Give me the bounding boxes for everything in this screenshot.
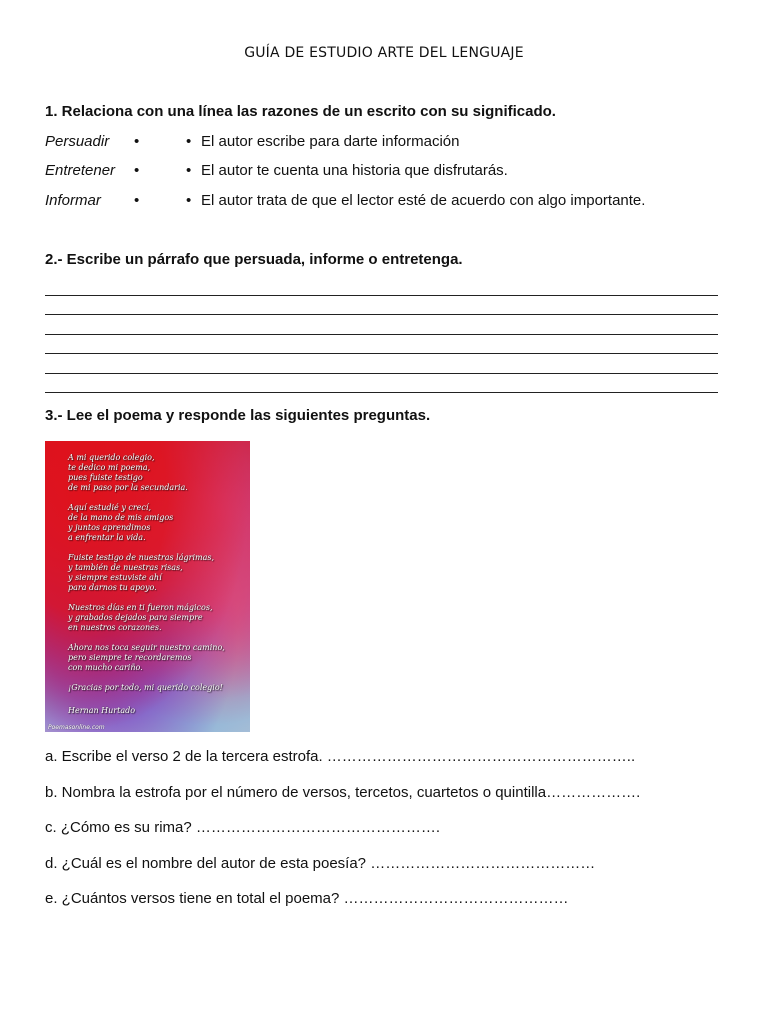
writing-line[interactable] xyxy=(45,295,718,296)
poem-stanza xyxy=(68,453,246,493)
page-title: GUÍA DE ESTUDIO ARTE DEL LENGUAJE xyxy=(244,45,524,61)
match-dot-right[interactable]: • xyxy=(186,192,192,209)
question-d[interactable]: d. ¿Cuál es el nombre del autor de esta poesía? ……………………………………… xyxy=(45,855,596,872)
match-row xyxy=(45,192,725,212)
match-term: Entretener xyxy=(45,162,116,179)
poem-text xyxy=(68,453,246,703)
match-dot-left[interactable]: • xyxy=(134,162,140,179)
match-meaning: El autor trata de que el lector esté de acuerdo con algo importante. xyxy=(201,192,646,209)
poem-verse: pero siempre te recordaremos xyxy=(68,653,192,662)
match-row xyxy=(45,162,725,182)
poem-verse: Ahora nos toca seguir nuestro camino, xyxy=(68,643,225,652)
poem-verse: de la mano de mis amigos xyxy=(68,513,174,522)
match-meaning: El autor escribe para darte información xyxy=(201,133,460,150)
poem-verse: Fuiste testigo de nuestras lágrimas, xyxy=(68,553,215,562)
question-c[interactable]: c. ¿Cómo es su rima? …………………………………………. xyxy=(45,819,441,836)
question-e[interactable]: e. ¿Cuántos versos tiene en total el poema? ……………………………………… xyxy=(45,890,569,907)
poem-verse: Aquí estudié y crecí, xyxy=(68,503,151,512)
match-dot-left[interactable]: • xyxy=(134,133,140,150)
poem-verse: y siempre estuviste ahí xyxy=(68,573,162,582)
poem-verse: de mi paso por la secundaria. xyxy=(68,483,188,492)
question-3-heading: 3.- Lee el poema y responde las siguientes preguntas. xyxy=(45,407,431,424)
question-2-heading: 2.- Escribe un párrafo que persuada, informe o entretenga. xyxy=(45,251,463,268)
writing-line[interactable] xyxy=(45,353,718,354)
match-term: Informar xyxy=(45,192,101,209)
poem-verse: ¡Gracias por todo, mi querido colegio! xyxy=(68,683,223,692)
poem-verse: en nuestros corazones. xyxy=(68,623,162,632)
poem-verse: para darnos tu apoyo. xyxy=(68,583,157,592)
poem-verse: y grabados dejados para siempre xyxy=(68,613,203,622)
match-row xyxy=(45,133,725,153)
poem-verse: pues fuiste testigo xyxy=(68,473,143,482)
match-dot-right[interactable]: • xyxy=(186,162,192,179)
poem-image xyxy=(45,441,250,732)
poem-stanza xyxy=(68,643,246,673)
poem-verse: a enfrentar la vida. xyxy=(68,533,146,542)
question-1-heading: 1. Relaciona con una línea las razones de un escrito con su significado. xyxy=(45,103,556,120)
question-a[interactable]: a. Escribe el verso 2 de la tercera estrofa. …………………………………………………….. xyxy=(45,748,636,765)
writing-line[interactable] xyxy=(45,334,718,335)
poem-verse: con mucho cariño. xyxy=(68,663,143,672)
match-meaning: El autor te cuenta una historia que disfrutarás. xyxy=(201,162,508,179)
poem-site-watermark: Poemasonline.com xyxy=(48,724,105,731)
poem-stanza xyxy=(68,603,246,633)
poem-verse: y también de nuestras risas, xyxy=(68,563,183,572)
poem-verse: Nuestros días en ti fueron mágicos, xyxy=(68,603,213,612)
writing-line[interactable] xyxy=(45,392,718,393)
poem-stanza xyxy=(68,553,246,593)
poem-stanza xyxy=(68,503,246,543)
poem-verse: te dedico mi poema, xyxy=(68,463,151,472)
question-b[interactable]: b. Nombra la estrofa por el número de versos, tercetos, cuartetos o quintilla………………. xyxy=(45,784,641,801)
match-dot-right[interactable]: • xyxy=(186,133,192,150)
poem-stanza xyxy=(68,683,246,693)
writing-line[interactable] xyxy=(45,314,718,315)
poem-verse: A mi querido colegio, xyxy=(68,453,155,462)
poem-author: Hernan Hurtado xyxy=(68,706,136,715)
poem-verse: y juntos aprendimos xyxy=(68,523,151,532)
match-term: Persuadir xyxy=(45,133,110,150)
writing-line[interactable] xyxy=(45,373,718,374)
match-dot-left[interactable]: • xyxy=(134,192,140,209)
